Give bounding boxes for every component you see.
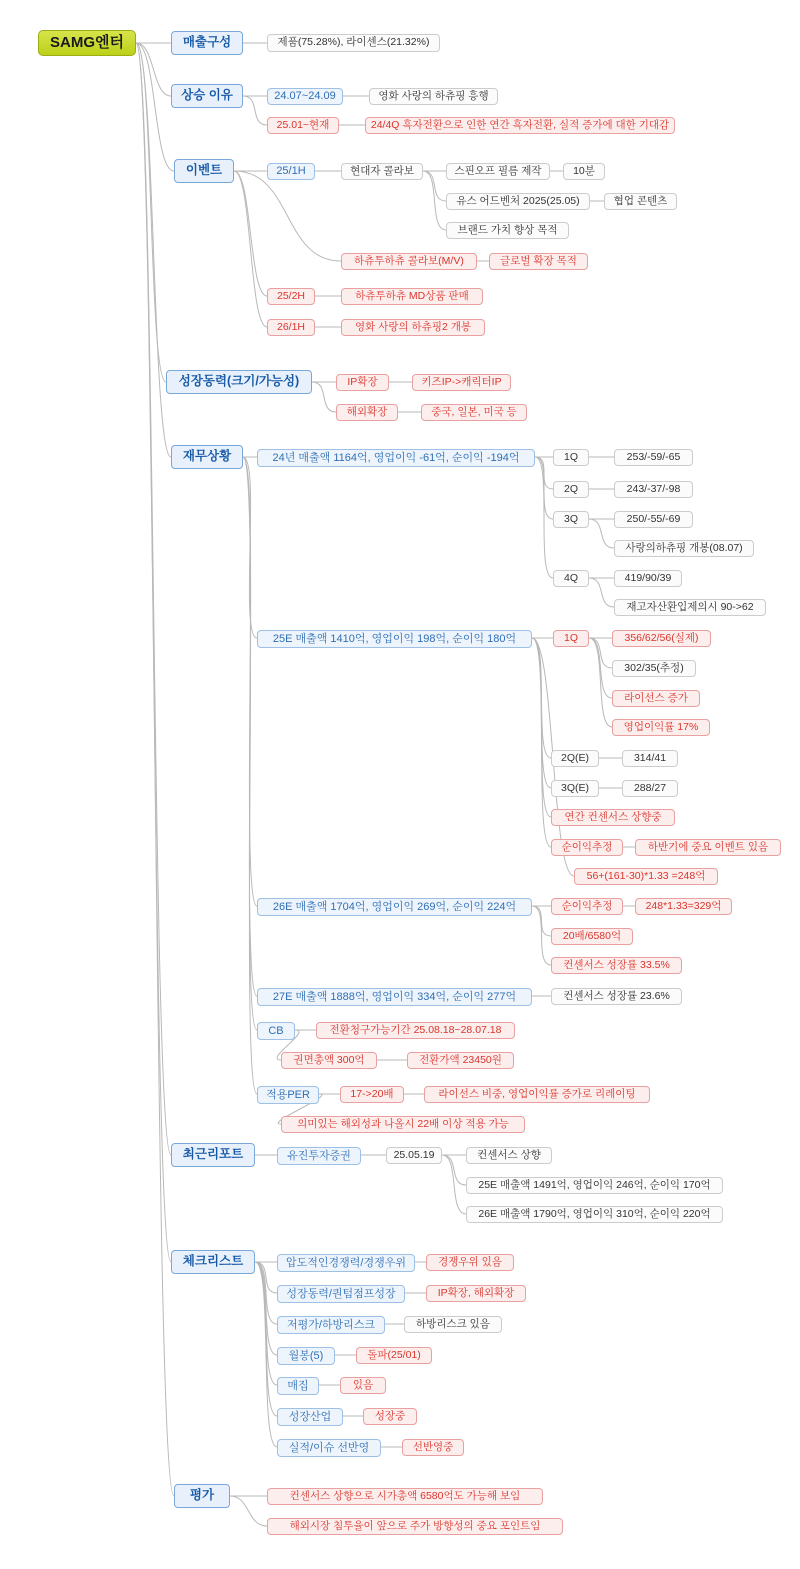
mindmap-node[interactable]: 20배/6580억 (551, 928, 633, 945)
mindmap-node[interactable]: 성장산업 (277, 1408, 343, 1426)
mindmap-node[interactable]: 해외확장 (336, 404, 398, 421)
mindmap-node[interactable]: 컨센서스 성장률 33.5% (551, 957, 682, 974)
mindmap-node[interactable]: 26/1H (267, 319, 315, 336)
mindmap-node[interactable]: 250/-55/-69 (614, 511, 693, 528)
mindmap-node[interactable]: 라이선스 증가 (612, 690, 700, 707)
edge (243, 457, 257, 1094)
mindmap-node[interactable]: 권면총액 300억 (281, 1052, 377, 1069)
mindmap-node[interactable]: 재무상황 (171, 445, 243, 469)
mindmap-node[interactable]: 월봉(5) (277, 1347, 335, 1365)
mindmap-node[interactable]: 2Q (553, 481, 589, 498)
mindmap-node[interactable]: 성장동력/퀀텀점프성장 (277, 1285, 405, 1303)
edge (243, 457, 257, 1030)
mindmap-node[interactable]: 선반영중 (402, 1439, 464, 1456)
edge (136, 43, 174, 171)
mindmap-node[interactable]: 재고자산환입제의시 90->62 (614, 599, 766, 616)
edge (255, 1262, 277, 1385)
mindmap-node[interactable]: 스핀오프 필름 제작 (446, 163, 550, 180)
mindmap-node[interactable]: 돌파(25/01) (356, 1347, 432, 1364)
edge (136, 43, 171, 96)
edge (136, 43, 166, 382)
edge (589, 638, 612, 668)
mindmap-node[interactable]: 2Q(E) (551, 750, 599, 767)
mindmap-node[interactable]: 글로벌 확장 목적 (489, 253, 588, 270)
edge (243, 457, 257, 906)
mindmap-node[interactable]: 56+(161-30)*1.33 =248억 (574, 868, 718, 885)
edge (532, 638, 551, 847)
mindmap-node[interactable]: 라이선스 비중, 영업이익률 증가로 리레이팅 (424, 1086, 650, 1103)
edge (532, 638, 551, 758)
mindmap-node[interactable]: 25E 매출액 1410억, 영업이익 198억, 순이익 180억 (257, 630, 532, 648)
mindmap-node[interactable]: 매집 (277, 1377, 319, 1395)
mindmap-node[interactable]: 302/35(추정) (612, 660, 696, 677)
mindmap-node[interactable]: 영화 사랑의 하츄핑2 개봉 (341, 319, 485, 336)
mindmap-node[interactable]: 압도적인경쟁력/경쟁우위 (277, 1254, 415, 1272)
mindmap-node[interactable]: 영화 사랑의 하츄핑 흥행 (369, 88, 498, 105)
mindmap-node[interactable]: 26E 매출액 1704억, 영업이익 269억, 순이익 224억 (257, 898, 532, 916)
mindmap-node[interactable]: 24년 매출액 1164억, 영업이익 -61억, 순이익 -194억 (257, 449, 535, 467)
edge (532, 906, 551, 965)
mindmap-node[interactable]: 25E 매출액 1491억, 영업이익 246억, 순이익 170억 (466, 1177, 723, 1194)
mindmap-node[interactable]: 24.07~24.09 (267, 88, 343, 105)
mindmap-node[interactable]: 하방리스크 있음 (404, 1316, 502, 1333)
mindmap-node[interactable]: 컨센서스 성장률 23.6% (551, 988, 682, 1005)
mindmap-node[interactable]: 3Q(E) (551, 780, 599, 797)
mindmap-node[interactable]: 저평가/하방리스크 (277, 1316, 385, 1334)
edge (255, 1262, 277, 1447)
mindmap-node[interactable]: 24/4Q 흑자전환으로 인한 연간 흑자전환, 실적 증가에 대한 기대감 (365, 117, 675, 134)
mindmap-node[interactable]: 순이익추정 (551, 839, 623, 856)
mindmap-node[interactable]: 25.01~현재 (267, 117, 339, 134)
mindmap-node[interactable]: CB (257, 1022, 295, 1040)
mindmap-node[interactable]: 유스 어드벤처 2025(25.05) (446, 193, 590, 210)
mindmap-node[interactable]: 10분 (563, 163, 605, 180)
mindmap-node[interactable]: 하츄투하츄 MD상품 판매 (341, 288, 483, 305)
mindmap-node[interactable]: 컨센서스 상향 (466, 1147, 552, 1164)
mindmap-node[interactable]: 있음 (340, 1377, 386, 1394)
mindmap-node[interactable]: 해외시장 침투율이 앞으로 주가 방향성의 중요 포인트임 (267, 1518, 563, 1535)
edge (442, 1155, 466, 1214)
mindmap-node[interactable]: 243/-37/-98 (614, 481, 693, 498)
mindmap-node[interactable]: 25/2H (267, 288, 315, 305)
root-node[interactable]: SAMG엔터 (38, 30, 136, 56)
edge (136, 43, 171, 457)
mindmap-node[interactable]: 26E 매출액 1790억, 영업이익 310억, 순이익 220억 (466, 1206, 723, 1223)
edge (532, 906, 551, 936)
mindmap-node[interactable]: 경쟁우위 있음 (426, 1254, 514, 1271)
edge (136, 43, 174, 1496)
edge (532, 638, 551, 817)
edge (136, 43, 171, 1155)
mindmap-node[interactable]: 25.05.19 (386, 1147, 442, 1164)
mindmap-node[interactable]: IP확장, 해외확장 (426, 1285, 526, 1302)
mindmap-node[interactable]: 키즈IP->캐릭터IP (412, 374, 511, 391)
edge (243, 96, 267, 125)
mindmap-node[interactable]: 컨센서스 상향으로 시가총액 6580억도 가능해 보임 (267, 1488, 543, 1505)
edge (589, 638, 612, 698)
mindmap-node[interactable]: 제품(75.28%), 라이센스(21.32%) (267, 34, 440, 52)
mindmap-node[interactable]: 실적/이슈 선반영 (277, 1439, 381, 1457)
mindmap-node[interactable]: 248*1.33=329억 (635, 898, 732, 915)
edge (423, 171, 446, 201)
edge (532, 638, 551, 788)
mindmap-node[interactable]: 27E 매출액 1888억, 영업이익 334억, 순이익 277억 (257, 988, 532, 1006)
mindmap-node[interactable]: 현대자 콜라보 (341, 163, 423, 180)
edge (535, 457, 553, 489)
mindmap-node[interactable]: 중국, 일본, 미국 등 (421, 404, 527, 421)
mindmap-node[interactable]: 브랜드 가치 향상 목적 (446, 222, 569, 239)
mindmap-node[interactable]: 253/-59/-65 (614, 449, 693, 466)
edge (535, 457, 553, 519)
mindmap-node[interactable]: 최근리포트 (171, 1143, 255, 1167)
mindmap-node[interactable]: 체크리스트 (171, 1250, 255, 1274)
mindmap-node[interactable]: 1Q (553, 449, 589, 466)
mindmap-node[interactable]: 연간 컨센서스 상향중 (551, 809, 675, 826)
mindmap-node[interactable]: 유진투자증권 (277, 1147, 361, 1165)
edge (423, 171, 446, 230)
mindmap-node[interactable]: IP확장 (336, 374, 389, 391)
edge (243, 457, 257, 638)
edge (255, 1262, 277, 1416)
edge (589, 519, 614, 548)
mindmap-node[interactable]: 356/62/56(실제) (612, 630, 711, 647)
mindmap-node[interactable]: 17->20배 (340, 1086, 404, 1103)
mindmap-node[interactable]: 4Q (553, 570, 589, 587)
mindmap-node[interactable]: 매출구성 (171, 31, 243, 55)
edge (255, 1262, 277, 1293)
edge (243, 457, 257, 996)
mindmap-node[interactable]: 협업 콘텐츠 (604, 193, 677, 210)
mindmap-node[interactable]: 전환가액 23450원 (407, 1052, 514, 1069)
mindmap-node[interactable]: 성장동력(크기/가능성) (166, 370, 312, 394)
mindmap-node[interactable]: 314/41 (622, 750, 678, 767)
mindmap-node[interactable]: 성장중 (363, 1408, 417, 1425)
edge (312, 382, 336, 412)
edge (442, 1155, 466, 1185)
mindmap-node[interactable]: 전환청구가능기간 25.08.18~28.07.18 (316, 1022, 515, 1039)
mindmap-node[interactable]: 1Q (553, 630, 589, 647)
edge (230, 1496, 267, 1526)
edge (234, 171, 267, 296)
mindmap-node[interactable]: 사랑의하츄핑 개봉(08.07) (614, 540, 754, 557)
edge (535, 457, 553, 578)
edge (589, 638, 612, 727)
mindmap-node[interactable]: 3Q (553, 511, 589, 528)
mindmap-node[interactable]: 이벤트 (174, 159, 234, 183)
edge (255, 1262, 277, 1355)
mindmap-node[interactable]: 상승 이유 (171, 84, 243, 108)
mindmap-node[interactable]: 적용PER (257, 1086, 319, 1104)
edge (255, 1262, 277, 1324)
edge (234, 171, 341, 261)
mindmap-node[interactable]: 의미있는 해외성과 나올시 22배 이상 적용 가능 (281, 1116, 525, 1133)
mindmap-node[interactable]: 영업이익률 17% (612, 719, 710, 736)
mindmap-node[interactable]: 하반기에 중요 이벤트 있음 (635, 839, 781, 856)
mindmap-node[interactable]: 평가 (174, 1484, 230, 1508)
mindmap-node[interactable]: 419/90/39 (614, 570, 682, 587)
mindmap-node[interactable]: 순이익추정 (551, 898, 623, 915)
mindmap-node[interactable]: 25/1H (267, 163, 315, 180)
mindmap-node[interactable]: 288/27 (622, 780, 678, 797)
edge (234, 171, 267, 327)
edge (589, 578, 614, 607)
mindmap-node[interactable]: 하츄투하츄 콜라보(M/V) (341, 253, 477, 270)
edge (136, 43, 171, 1262)
